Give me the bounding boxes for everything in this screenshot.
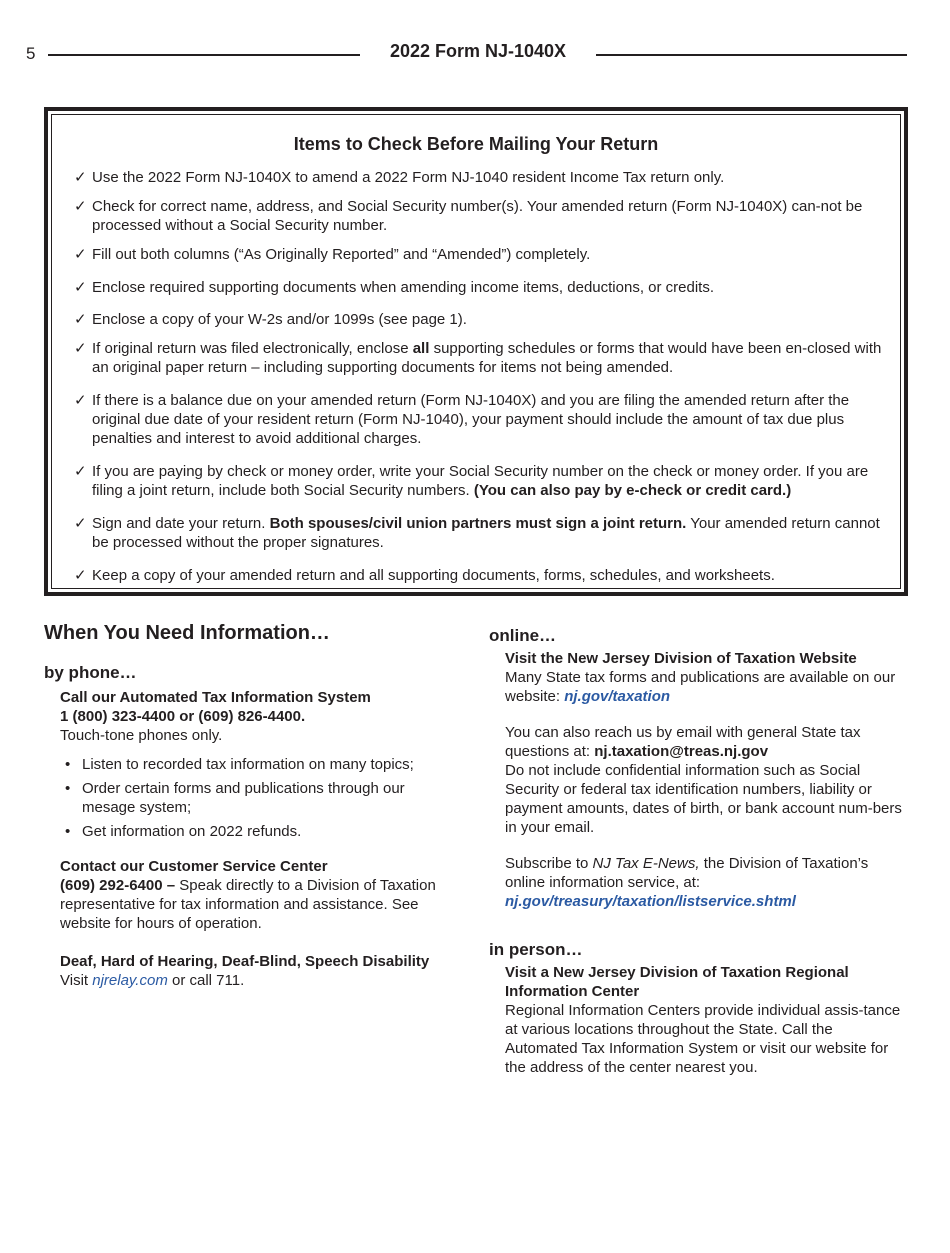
checklist-title: Items to Check Before Mailing Your Return [293,134,659,154]
website-title: Visit the New Jersey Division of Taxation Website [505,650,857,667]
page-header [0,40,950,68]
checkmark-icon: ✓ [74,246,87,263]
page-number: 5 [26,44,36,63]
checkmark-icon: ✓ [74,169,87,186]
ats-title: Call our Automated Tax Information System [60,689,371,706]
header-rule-right [596,54,907,56]
bullet-icon: • [65,823,71,840]
ats-note: Touch-tone phones only. [60,727,223,744]
njrelay-link[interactable]: njrelay.com [92,972,168,989]
info-heading: When You Need Information… [44,622,330,644]
deaf-title: Deaf, Hard of Hearing, Deaf-Blind, Speech Disability [60,953,430,970]
checkmark-icon: ✓ [74,311,87,328]
list-item: • Get information on 2022 refunds. [65,823,302,840]
csc-title: Contact our Customer Service Center [60,858,328,875]
phone-heading: by phone… [44,663,137,682]
regional-center-text: Regional Information Centers provide individual assis-tance at various locations throughout the State. Call the Automated Tax Information System or visit our website for the address of the center nearest you. [505,1002,901,1076]
email-address[interactable]: nj.taxation@treas.nj.gov [594,743,769,760]
checklist-box [44,107,908,596]
online-heading: online… [489,626,557,645]
list-item: • Order certain forms and publications through our mesage system; [65,780,405,816]
website-block: Visit the New Jersey Division of Taxation Website Many State tax forms and publications are available on our website: nj.gov/taxation [505,649,905,706]
regional-center-title: Visit a New Jersey Division of Taxation Regional Information Center [505,964,849,1000]
checkmark-icon: ✓ [74,198,87,215]
checkmark-icon: ✓ [74,463,87,480]
checkmark-icon: ✓ [74,567,87,584]
bullet-icon: • [65,756,71,773]
enews-block: Subscribe to NJ Tax E-News, the Division of Taxation’s online information service, at: nj.gov/treasury/taxation/listservice.shtml [505,854,905,911]
privacy-note: Do not include confidential information such as Social Security or federal tax identification numbers, liability or payment amounts, dates of birth, or bank account num-bers in your email. [505,762,902,836]
regional-center-block [505,963,905,1077]
form-title: 2022 Form NJ-1040X [389,41,567,61]
in-person-heading: in person… [489,940,583,959]
ats-numbers: 1 (800) 323-4400 or (609) 826-4400. [60,708,306,725]
checkmark-icon: ✓ [74,279,87,296]
listservice-link[interactable]: nj.gov/treasury/taxation/listservice.shtml [505,893,796,910]
bullet-icon: • [65,780,71,797]
checkmark-icon: ✓ [74,392,87,409]
header-rule-left [48,54,360,56]
list-item: • Listen to recorded tax information on many topics; [65,756,414,773]
taxation-site-link[interactable]: nj.gov/taxation [564,688,671,705]
checkmark-icon: ✓ [74,515,87,532]
checklist-box-inner: Items to Check Before Mailing Your Return ✓ Use the 2022 Form NJ-1040X to amend a 2022 Form NJ-1040 resident Income Tax return only. ✓ Check for correct name, address, and Social Security number(s). Your amended return (Form NJ-1040X) can-not be processed without a Social Security number. ✓ Fill out both columns (“As Originally Reported” and “Amended”) completely. ✓ Enclose required supporting documents when amending income items, deductions, or credits. ✓ Enclose a copy of your W-2s and/or 1099s (see page 1). ✓ If original return was filed electronically, enclose all supporting schedules or forms that would have been en-closed with an original paper return – including supporting documents for items not being amended. ✓ If there is a balance due on your amended return (Form NJ-1040X) and you are filing the amended return after the original due date of your resident return (Form NJ-1040), your payment should include the amount of tax due plus penalties and interest to avoid additional charges. ✓ If you are paying by check or money order, write your Social Security number on the check or money order. If you are filing a joint return, include both Social Security numbers. (You can also pay by e-check or credit card.) ✓ Sign and date your return. Both spouses/civil union partners must sign a joint return. Your amended return cannot be processed without the proper signatures. ✓ Keep a copy of your amended return and all supporting documents, forms, schedules, and worksheets. [51,114,901,589]
email-block: You can also reach us by email with general State tax questions at: nj.taxation@treas.nj.gov Do not include confidential information such as Social Security or federal tax identification numbers, liability or payment amounts, dates of birth, or bank account num-bers in your email. [505,723,905,837]
csc-block: Contact our Customer Service Center (609) 292-6400 – Speak directly to a Division of Taxation representative for tax information and assistance. See website for hours of operation. [60,857,460,933]
csc-number: (609) 292-6400 – [60,877,176,894]
deaf-block: Deaf, Hard of Hearing, Deaf-Blind, Speech Disability Visit njrelay.com or call 711. [60,952,460,990]
ats-block [60,688,460,745]
ats-bullet-list [60,755,460,846]
checkmark-icon: ✓ [74,340,87,357]
